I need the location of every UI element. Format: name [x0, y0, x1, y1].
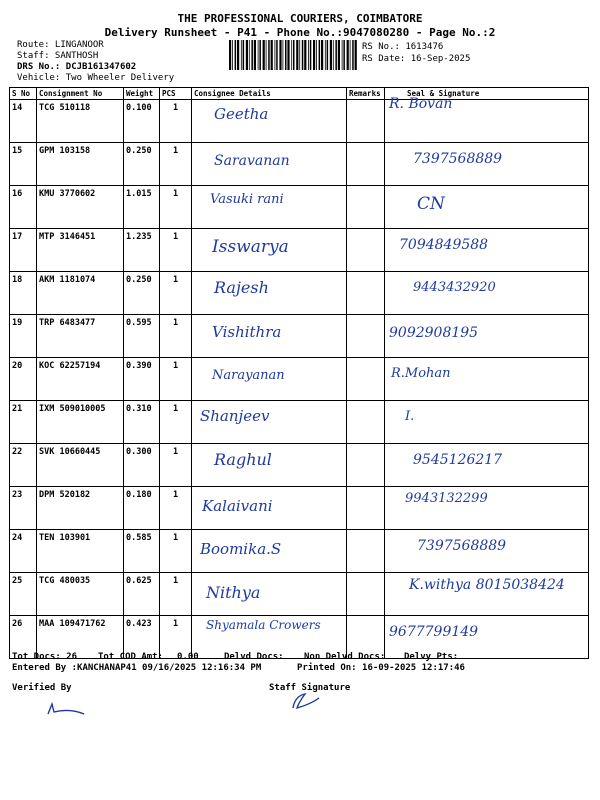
signature-handwriting: 9092908195: [389, 325, 479, 341]
signature-handwriting: 9943132299: [405, 491, 488, 506]
row-consignee: [192, 272, 347, 315]
row-consignee: [192, 530, 347, 573]
row-signature: [385, 96, 589, 143]
barcode-bar: [302, 40, 304, 70]
row-signature: [385, 530, 589, 573]
row-pcs: 1: [160, 530, 192, 573]
row-pcs: 1: [160, 573, 192, 616]
row-consignment-no: TCG 480035: [37, 573, 124, 616]
consignee-handwriting: Vasuki rani: [210, 192, 284, 207]
row-sno: 15: [10, 143, 37, 186]
barcode-bar: [285, 40, 287, 70]
barcode-bar: [229, 40, 231, 70]
row-pcs: 1: [160, 186, 192, 229]
row-consignment-no: SVK 10660445: [37, 444, 124, 487]
row-signature: [385, 186, 589, 229]
total-cod-value: 0.00: [177, 652, 199, 662]
consignee-handwriting: Vishithra: [212, 323, 282, 341]
runsheet-subtitle: Delivery Runsheet - P41 - Phone No.:9047080280 - Page No.:2: [104, 26, 496, 39]
row-weight: 0.300: [124, 444, 160, 487]
row-pcs: 1: [160, 358, 192, 401]
printed-on: Printed On: 16-09-2025 12:17:46: [297, 663, 465, 673]
col-sno: S No: [10, 88, 37, 100]
row-remarks: [347, 229, 385, 272]
row-weight: 0.180: [124, 487, 160, 530]
col-consignment-no: Consignment No: [37, 88, 124, 100]
row-consignment-no: MAA 109471762: [37, 616, 124, 659]
row-weight: 0.625: [124, 573, 160, 616]
table-row: [10, 100, 589, 143]
drs-label: DRS No.:: [17, 62, 61, 72]
consignee-handwriting: Nithya: [206, 583, 261, 602]
row-sno: 19: [10, 315, 37, 358]
col-weight: Weight: [124, 88, 160, 100]
barcode-bar: [266, 40, 267, 70]
non-delivered-docs: Non Delvd Docs:: [304, 652, 386, 662]
row-sno: 26: [10, 616, 37, 659]
barcode-bar: [313, 40, 315, 70]
row-consignment-no: MTP 3146451: [37, 229, 124, 272]
consignee-handwriting: Kalaivani: [202, 497, 273, 515]
consignee-handwriting: Narayanan: [212, 368, 285, 383]
row-weight: 0.310: [124, 401, 160, 444]
row-remarks: [347, 100, 385, 143]
barcode-bar: [310, 40, 312, 70]
barcode-bar: [333, 40, 334, 70]
verified-by-label: Verified By: [12, 683, 72, 693]
barcode-bar: [237, 40, 239, 70]
signature-handwriting: CN: [417, 194, 445, 214]
consignee-handwriting: Shanjeev: [200, 407, 270, 425]
table-row: [10, 229, 589, 272]
row-weight: 1.235: [124, 229, 160, 272]
row-consignee: [192, 444, 347, 487]
signature-handwriting: 7397568889: [413, 151, 503, 167]
row-signature: [385, 315, 589, 358]
row-signature: [385, 143, 589, 186]
consignee-handwriting: Saravanan: [214, 153, 290, 169]
row-sno: 17: [10, 229, 37, 272]
col-pcs: PCS: [160, 88, 192, 100]
barcode-bar: [246, 40, 248, 70]
row-pcs: 1: [160, 487, 192, 530]
row-consignment-no: GPM 103158: [37, 143, 124, 186]
row-remarks: [347, 573, 385, 616]
barcode-bar: [258, 40, 259, 70]
consignee-handwriting: Geetha: [214, 105, 269, 123]
row-remarks: [347, 530, 385, 573]
row-sno: 20: [10, 358, 37, 401]
row-remarks: [347, 315, 385, 358]
route-label: Route: LINGANOOR: [17, 40, 104, 50]
row-pcs: 1: [160, 616, 192, 659]
barcode-bar: [299, 40, 300, 70]
row-consignee: [192, 573, 347, 616]
row-pcs: 1: [160, 100, 192, 143]
row-pcs: 1: [160, 401, 192, 444]
barcode-bar: [268, 40, 270, 70]
row-consignment-no: TEN 103901: [37, 530, 124, 573]
row-consignee: [192, 401, 347, 444]
staff-signature-label: Staff Signature: [269, 683, 351, 693]
barcode-bar: [249, 40, 250, 70]
row-signature: [385, 229, 589, 272]
row-sno: 25: [10, 573, 37, 616]
row-consignment-no: DPM 520182: [37, 487, 124, 530]
row-consignment-no: KMU 3770602: [37, 186, 124, 229]
barcode-bar: [276, 40, 278, 70]
row-consignee: [192, 487, 347, 530]
barcode-bar: [338, 40, 340, 70]
barcode-bar: [254, 40, 256, 70]
barcode-bar: [319, 40, 321, 70]
barcode-bar: [352, 40, 354, 70]
row-consignee: [192, 229, 347, 272]
row-remarks: [347, 186, 385, 229]
barcode-bar: [275, 40, 276, 70]
table-row: [10, 487, 589, 530]
row-sno: 21: [10, 401, 37, 444]
row-sno: 24: [10, 530, 37, 573]
row-consignee: [192, 186, 347, 229]
row-consignee: [192, 143, 347, 186]
row-weight: 1.015: [124, 186, 160, 229]
row-consignment-no: AKM 1181074: [37, 272, 124, 315]
row-consignment-no: TCG 510118: [37, 100, 124, 143]
row-remarks: [347, 444, 385, 487]
barcode-bar: [316, 40, 317, 70]
row-weight: 0.250: [124, 143, 160, 186]
barcode-bar: [232, 40, 233, 70]
runsheet-table: [9, 87, 589, 659]
signature-handwriting: R.Mohan: [391, 366, 451, 381]
barcode-bar: [259, 40, 261, 70]
col-remarks: Remarks: [347, 88, 385, 100]
barcode-bar: [283, 40, 284, 70]
barcode-bar: [350, 40, 351, 70]
row-consignment-no: KOC 62257194: [37, 358, 124, 401]
barcode: [229, 40, 357, 70]
barcode-bar: [347, 40, 349, 70]
barcode-bar: [263, 40, 265, 70]
barcode-bar: [304, 40, 306, 70]
vehicle-label: Vehicle: Two Wheeler Delivery: [17, 73, 175, 83]
barcode-bar: [355, 40, 357, 70]
row-consignee: [192, 358, 347, 401]
row-signature: [385, 401, 589, 444]
table-row: [10, 401, 589, 444]
row-remarks: [347, 272, 385, 315]
barcode-bar: [235, 40, 237, 70]
row-remarks: [347, 358, 385, 401]
table-row: [10, 315, 589, 358]
barcode-bar: [287, 40, 289, 70]
table-row: [10, 616, 589, 659]
row-weight: 0.250: [124, 272, 160, 315]
table-row: [10, 358, 589, 401]
staff-label: Staff: SANTHOSH: [17, 51, 99, 61]
row-sno: 22: [10, 444, 37, 487]
consignee-handwriting: Boomika.S: [200, 540, 282, 558]
row-remarks: [347, 401, 385, 444]
row-signature: [385, 487, 589, 530]
col-consignee-details: Consignee Details: [192, 88, 347, 100]
signature-handwriting: 9443432920: [413, 280, 496, 295]
row-consignment-no: IXM 509010005: [37, 401, 124, 444]
drs-value: DCJB161347602: [65, 62, 137, 72]
row-consignment-no: TRP 6483477: [37, 315, 124, 358]
table-row: [10, 186, 589, 229]
barcode-bar: [343, 40, 345, 70]
barcode-bar: [296, 40, 298, 70]
row-signature: [385, 358, 589, 401]
signature-handwriting: 7094849588: [399, 237, 489, 253]
row-sno: 18: [10, 272, 37, 315]
table-header-row: [10, 88, 589, 100]
table-row: [10, 444, 589, 487]
row-consignee: [192, 100, 347, 143]
row-sno: 23: [10, 487, 37, 530]
signature-handwriting: 9545126217: [413, 452, 503, 468]
staff-signature-mark: [285, 686, 335, 716]
rs-date: RS Date: 16-Sep-2025: [362, 54, 471, 64]
barcode-bar: [293, 40, 295, 70]
barcode-bar: [342, 40, 343, 70]
table-row: [10, 143, 589, 186]
row-signature: [385, 573, 589, 616]
total-docs: Tot Docs: 26: [12, 652, 78, 662]
signature-handwriting: R. Bovan: [389, 96, 453, 112]
row-weight: 0.595: [124, 315, 160, 358]
delivery-points: Delvy Pts:: [404, 652, 459, 662]
col-seal-signature: Seal & Signature: [385, 88, 589, 100]
barcode-bar: [327, 40, 329, 70]
row-pcs: 1: [160, 444, 192, 487]
consignee-handwriting: Rajesh: [214, 278, 269, 297]
row-weight: 0.390: [124, 358, 160, 401]
rs-number: RS No.: 1613476: [362, 42, 444, 52]
barcode-bar: [271, 40, 273, 70]
row-pcs: 1: [160, 315, 192, 358]
company-title: THE PROFESSIONAL COURIERS, COIMBATORE: [177, 12, 423, 25]
barcode-bar: [308, 40, 309, 70]
row-sno: 16: [10, 186, 37, 229]
row-remarks: [347, 143, 385, 186]
drs-number: [17, 62, 136, 72]
row-weight: 0.423: [124, 616, 160, 659]
table-row: [10, 530, 589, 573]
barcode-bar: [330, 40, 332, 70]
row-weight: 0.100: [124, 100, 160, 143]
barcode-bar: [321, 40, 323, 70]
row-signature: [385, 444, 589, 487]
delivered-docs: Delvd Docs:: [224, 652, 284, 662]
row-remarks: [347, 487, 385, 530]
row-pcs: 1: [160, 272, 192, 315]
entered-by: Entered By :KANCHANAP41 09/16/2025 12:16:34 PM: [12, 663, 262, 673]
row-pcs: 1: [160, 229, 192, 272]
consignee-handwriting: Isswarya: [212, 237, 289, 257]
barcode-bar: [241, 40, 242, 70]
table-row: [10, 573, 589, 616]
barcode-bar: [243, 40, 245, 70]
barcode-bar: [279, 40, 281, 70]
signature-handwriting: 7397568889: [417, 538, 507, 554]
total-cod-label: Tot COD Amt:: [98, 652, 164, 662]
verifier-signature-mark: [40, 694, 100, 724]
consignee-handwriting: Shyamala Crowers: [206, 618, 321, 632]
table-row: [10, 272, 589, 315]
barcode-bar: [335, 40, 337, 70]
signature-handwriting: I.: [405, 409, 415, 424]
row-pcs: 1: [160, 143, 192, 186]
row-consignee: [192, 315, 347, 358]
signature-handwriting: K.withya 8015038424: [409, 577, 565, 593]
consignee-handwriting: Raghul: [214, 450, 272, 469]
barcode-bar: [251, 40, 253, 70]
row-signature: [385, 272, 589, 315]
row-weight: 0.585: [124, 530, 160, 573]
barcode-bar: [291, 40, 292, 70]
signature-handwriting: 9677799149: [389, 624, 479, 640]
barcode-bar: [325, 40, 326, 70]
row-sno: 14: [10, 100, 37, 143]
